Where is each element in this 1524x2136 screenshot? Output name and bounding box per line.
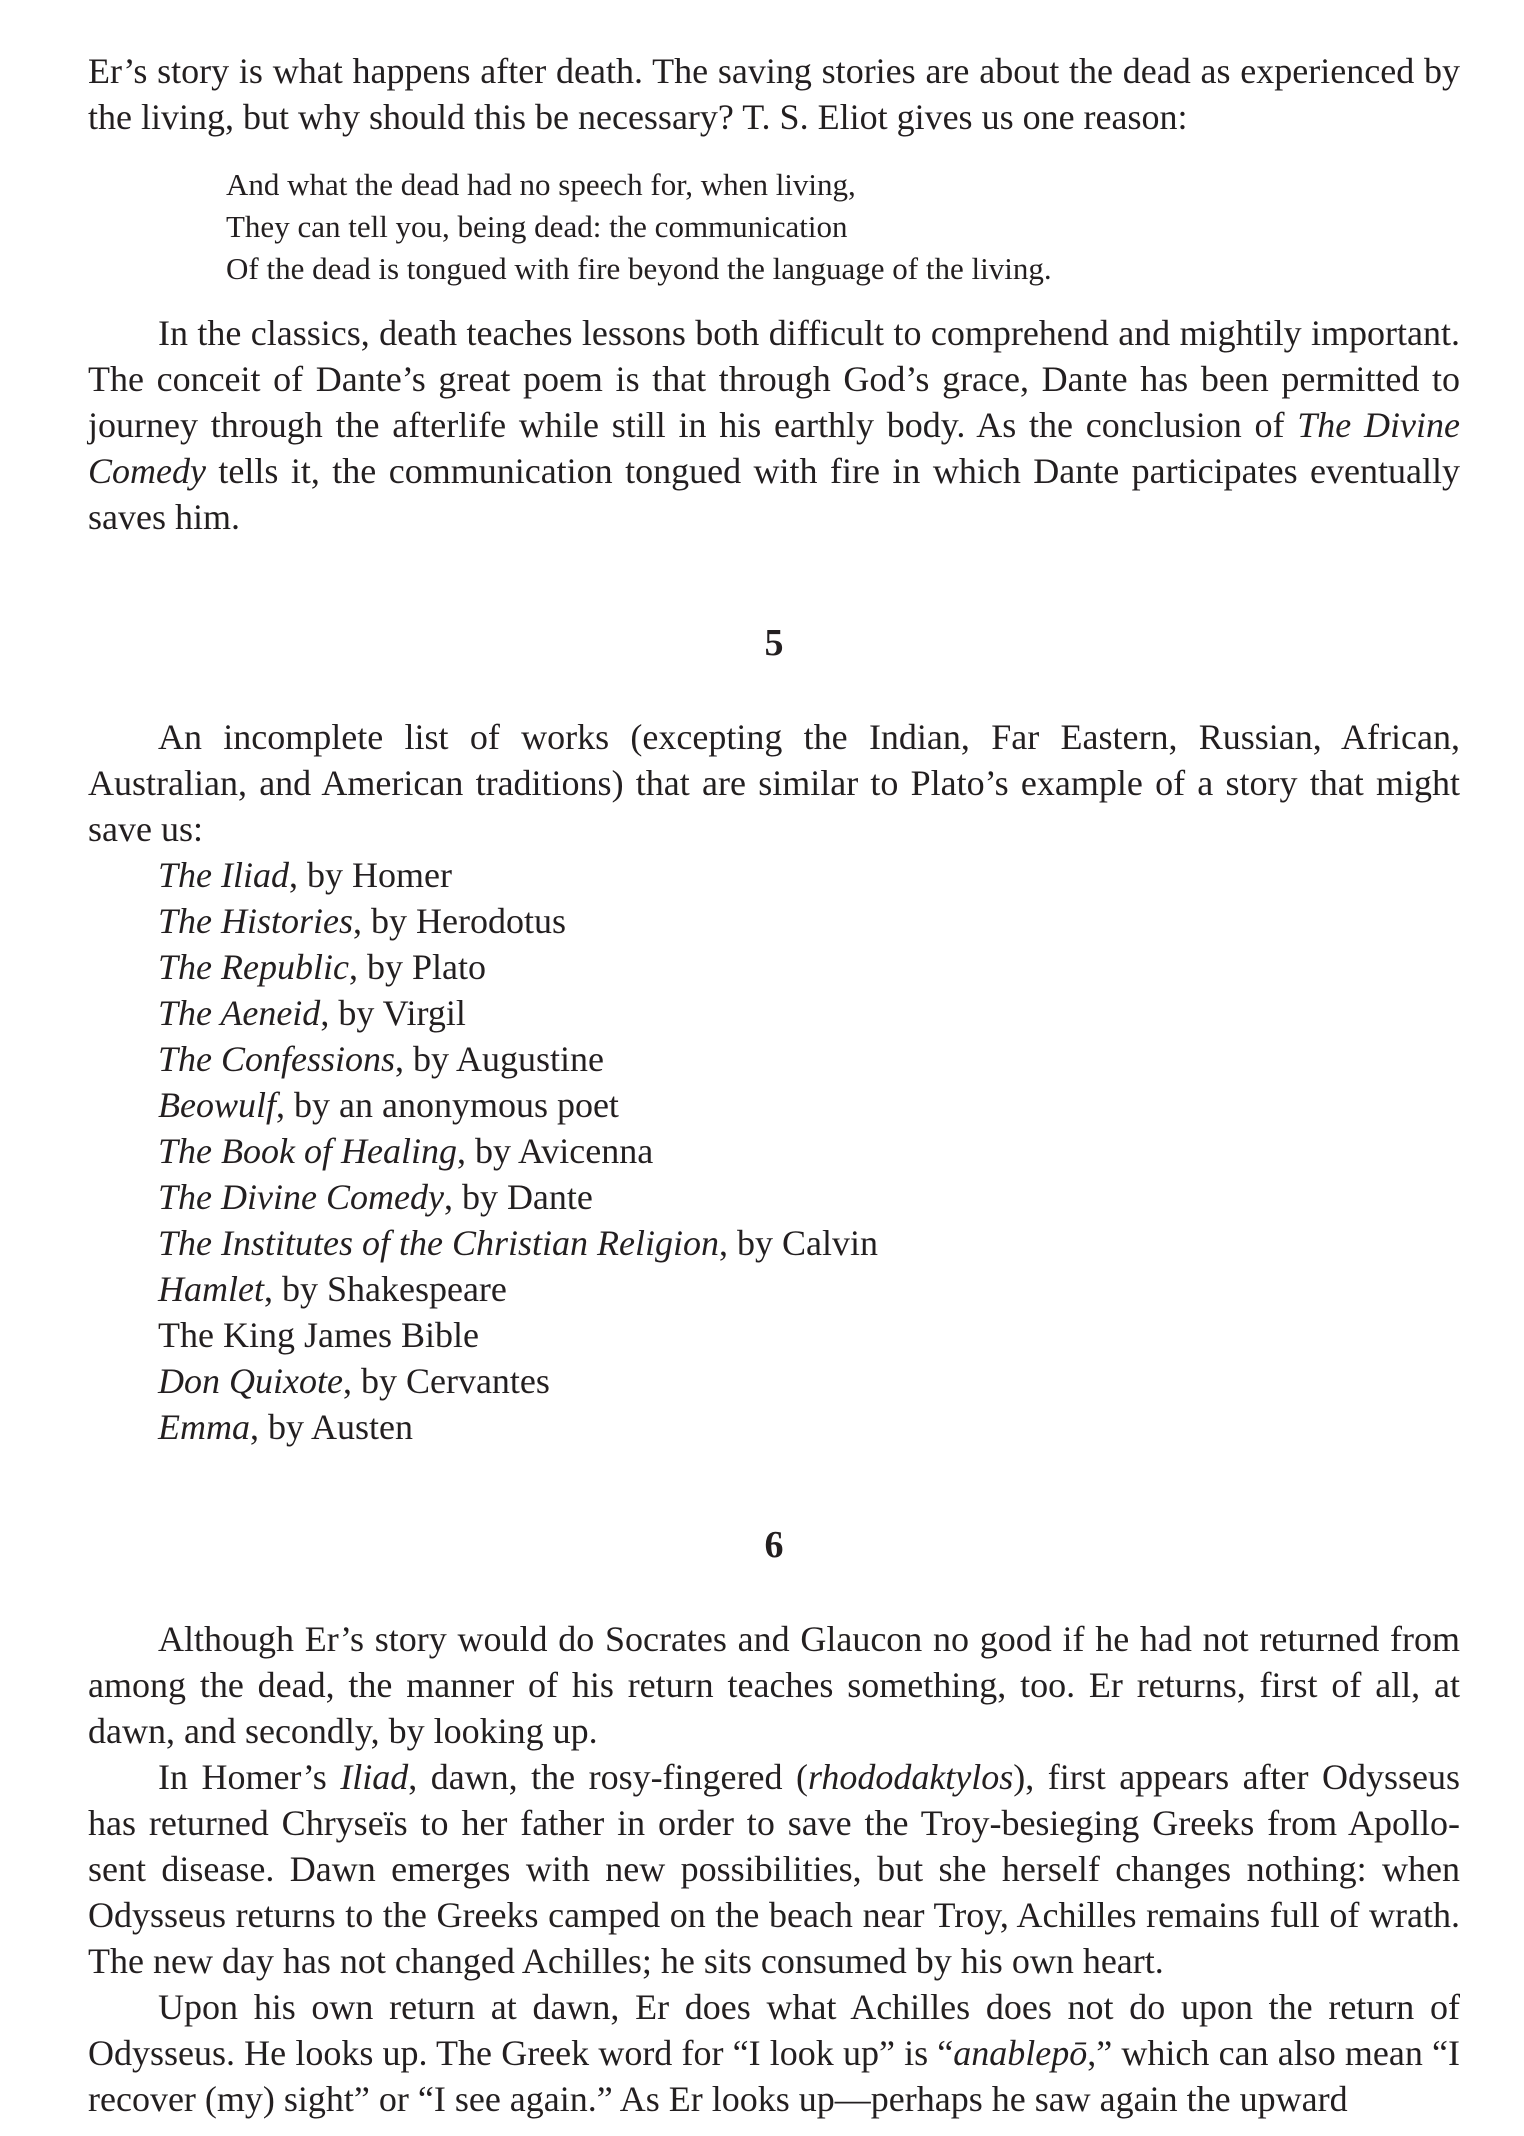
list-item	[158, 1358, 1460, 1404]
work-author: The King James Bible	[158, 1315, 479, 1355]
list-item	[158, 1128, 1460, 1174]
looking-up-paragraph	[88, 1984, 1460, 2122]
work-author: , by Augustine	[395, 1039, 605, 1079]
dawn-paragraph	[88, 1754, 1460, 1984]
work-author: , by Plato	[348, 947, 486, 987]
text-run: ), first appears after Odysseus has returned Chryseïs to her father in order to save the Troy-besieging Greeks from Apollo-sent disease. Dawn emerges with new possibilities, but she herself changes nothing: when Odysseus returns to the Greeks camped on the beach near Troy, Achilles remains full of wrath. The new day has not changed Achilles; he sits consumed by his own heart.	[88, 1757, 1460, 1981]
classics-paragraph	[88, 310, 1460, 540]
work-author: , by Austen	[250, 1407, 414, 1447]
work-title: The Republic	[158, 947, 349, 987]
verse-line: They can tell you, being dead: the communication	[226, 209, 848, 244]
list-item	[158, 944, 1460, 990]
verse-line: Of the dead is tongued with fire beyond the language of the living.	[226, 251, 1052, 286]
work-author: , by Homer	[289, 855, 452, 895]
list-item	[158, 990, 1460, 1036]
work-author: , by Cervantes	[342, 1361, 550, 1401]
work-title: The Confessions	[158, 1039, 396, 1079]
works-list	[88, 852, 1460, 1450]
text-run: In Homer’s	[158, 1757, 341, 1797]
text-run: , dawn, the rosy-fingered (	[408, 1757, 808, 1797]
work-author: , by an anonymous poet	[275, 1085, 619, 1125]
list-item	[158, 852, 1460, 898]
list-item	[158, 1312, 1460, 1358]
work-title: The Book of Healing	[158, 1131, 457, 1171]
verse-line: And what the dead had no speech for, when living,	[226, 167, 856, 202]
work-title: The Aeneid	[158, 993, 321, 1033]
list-item	[158, 1036, 1460, 1082]
work-title: The Iliad	[158, 855, 289, 895]
section-number-6: 6	[764, 1524, 784, 1566]
works-intro-paragraph: An incomplete list of works (excepting the Indian, Far Eastern, Russian, African, Australian, and American traditions) that are similar to Plato’s example of a story that might save us:	[88, 717, 1460, 849]
work-author: , by Dante	[443, 1177, 593, 1217]
list-item	[158, 1082, 1460, 1128]
list-item	[158, 1220, 1460, 1266]
iliad-title: Iliad	[340, 1757, 409, 1797]
work-author: , by Avicenna	[456, 1131, 654, 1171]
work-title: Don Quixote	[158, 1361, 343, 1401]
return-paragraph: Although Er’s story would do Socrates and Glaucon no good if he had not returned from among the dead, the manner of his return teaches something, too. Er returns, first of all, at dawn, and secondly, by looking up.	[88, 1619, 1460, 1751]
section-number-5: 5	[764, 622, 784, 664]
list-item	[158, 1266, 1460, 1312]
work-author: , by Calvin	[719, 1223, 878, 1263]
work-author: , by Virgil	[320, 993, 466, 1033]
work-title: The Divine Comedy	[158, 1177, 444, 1217]
list-item	[158, 898, 1460, 944]
text-run: Upon his own return at dawn, Er does what Achilles does not do upon the return of Odysseus. He looks up. The Greek word for “I look up” is “	[88, 1987, 1460, 2073]
work-title: Hamlet	[158, 1269, 264, 1309]
text-run: ,” which can also mean “I recover (my) sight” or “I see again.” As Er looks up—perhaps he saw again the upward	[88, 2033, 1460, 2119]
work-author: , by Shakespeare	[263, 1269, 507, 1309]
divine-comedy-title: The Divine Comedy	[88, 405, 1460, 491]
greek-term: rhododaktylos	[807, 1757, 1014, 1797]
work-title: The Histories	[158, 901, 354, 941]
work-title: Emma	[158, 1407, 250, 1447]
list-item	[158, 1404, 1460, 1450]
work-title: Beowulf	[158, 1085, 276, 1125]
text-run: tells it, the communication tongued with fire in which Dante participates eventually saves him.	[88, 451, 1460, 537]
eliot-verse-quote	[226, 164, 1460, 290]
work-title: The Institutes of the Christian Religion	[158, 1223, 719, 1263]
work-author: , by Herodotus	[353, 901, 566, 941]
text-run: In the classics, death teaches lessons both difficult to comprehend and mightily important. The conceit of Dante’s great poem is that through God’s grace, Dante has been permitted to journey through the afterlife while still in his earthly body. As the conclusion of	[88, 313, 1460, 445]
greek-term: anablepō	[953, 2033, 1088, 2073]
list-item	[158, 1174, 1460, 1220]
intro-paragraph: Er’s story is what happens after death. The saving stories are about the dead as experienced by the living, but why should this be necessary? T. S. Eliot gives us one reason:	[88, 51, 1460, 137]
